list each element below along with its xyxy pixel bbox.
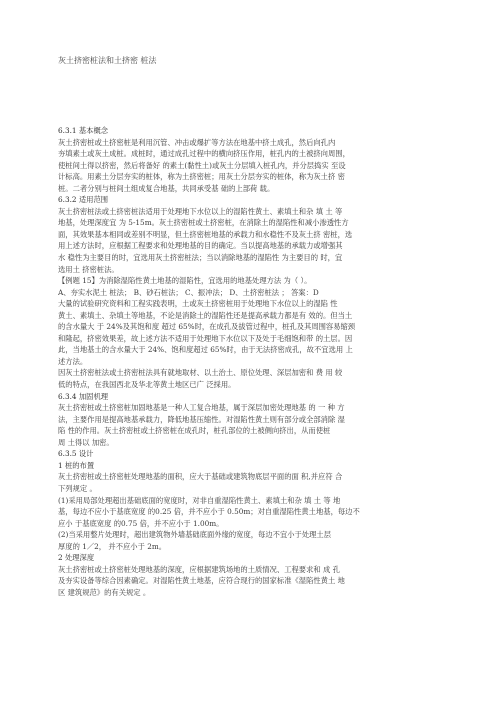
body-text-line: 下列规定 。	[58, 483, 97, 493]
body-text-line: 灰土挤密桩或土挤密桩加固地基是一种人工复合地基，属于深层加密处理地基 的 一 种 方	[58, 403, 345, 413]
body-text-line: 此，当地基土的含水量大于 24%、饱和度超过 65%时，由于无法挤密成孔，故不宜选用 上	[58, 345, 353, 355]
body-text-line: 地基，处理深度宜 为 5-15m。灰土挤密桩或土挤密桩，在消除土的湿陷性和减小渗透性方	[58, 218, 349, 228]
body-text-line: (1)采用局部处理超出基础底面的宽度时，对非自重湿陷性黄土、素填土和杂 填 土 等 地	[58, 495, 341, 505]
body-text-line: 低的特点，在我国西北及华北等黄土地区已广 泛採用。	[58, 380, 236, 390]
body-text-line: 陷 性的作用。灰土挤密桩或土挤密桩在成孔时，桩孔部位的土被侧向挤出，从而使桩	[58, 426, 331, 436]
section-heading-line: 1 桩的布置	[58, 460, 95, 470]
body-text-line: 应小 于基底宽度 的0.75 倍，并不应小于 1.00m。	[58, 518, 224, 528]
body-text-line: 法，主要作用是提高地基承载力，降低地基压缩性。对湿陷性黄土则有部分或全部消除 湿	[58, 414, 345, 424]
section-heading-line: 6.3.2 适用范围	[58, 195, 109, 205]
body-text-line: 灰土挤密桩或土挤密桩是利用沉管、冲击或爆扩等方法在地基中挤土成孔，然后向孔内	[58, 137, 336, 147]
body-text-line: 灰土挤密桩或土挤密桩处理地基的深度，应根据建筑场地的土质情况、工程要求和 成 孔	[58, 564, 340, 574]
body-text-line: 因灰土挤密桩法或土挤密桩法具有就地取材、以土治土、原位处理、深层加密和 费 用 较	[58, 368, 343, 378]
body-text-line: 区 建筑规范》的有关规定 。	[58, 587, 151, 597]
document-page	[58, 0, 450, 702]
body-text-line: 和隆起，挤密效果差，故上述方法不适用于处理地下水位以下及处于毛细饱和带 的土层。因	[58, 333, 353, 343]
body-text-line: 使桩间土得以挤密，然后将备好 的素土(黏性土)或灰土分层填入桩孔内，并分层捣实 至设	[58, 160, 346, 170]
body-text-line: A、夯实水泥土 桩法； B、砂石桩法； C、振冲法； D、土挤密桩法 ； 答案：D	[58, 287, 319, 297]
body-text-line: 灰土挤密桩法或土挤密桩法适用于处理地下水位以上的湿陷性黄土、素填土和杂 填 土 等	[58, 206, 343, 216]
section-heading-line: 6.3.4 加固机理	[58, 391, 109, 401]
body-text-line: 黄土、素填土、杂填土等地基，不论是消除土的湿陷性还是提高承载力都是有 效的。但当土	[58, 310, 353, 320]
section-heading-line: 6.3.5 设计	[58, 449, 94, 459]
body-text-line: 计标高。用素土分层夯实的桩体，称为土挤密桩；用灰土分层夯实的桩体，称为灰土挤 密	[58, 172, 345, 182]
body-text-line: 桩。二者分别与桩间土组成复合地基，共同承受基 础的上部荷 载。	[58, 183, 275, 193]
body-text-line: 的含水量大 于 24%及其饱和度 超过 65%时，在成孔及拔管过程中，桩孔及其周围容易缩颈	[58, 322, 356, 332]
body-text-line: 夯填素土或灰土成桩。成桩时，通过成孔过程中的横向挤压作用，桩孔内的土被挤向周围，	[58, 149, 350, 159]
body-text-line: 面，其效果基本相同或差别不明显，但土挤密桩地基的承载力和水稳性不及灰土挤 密桩，选	[58, 229, 353, 239]
section-heading-line: 2 处理深度	[58, 553, 95, 563]
body-text-line: 选用土 挤密桩法。	[58, 264, 119, 274]
document-title: 灰土挤密桩法和土挤密 桩法	[58, 56, 157, 65]
body-text-line: (2)当采用整片处理时，超出建筑物外墙基础底面外缘的宽度，每边不宜小于处理土层	[58, 530, 332, 540]
body-text-line: 灰土挤密桩或土挤密桩处理地基的面积，应大于基础或建筑物底层平面的面 积,并应符 合	[58, 472, 343, 482]
body-text-line: 基，每边不应小于基底宽度 的0.25 倍，并不应小于 0.50m；对自重湿陷性黄土地基，每边不	[58, 507, 360, 517]
body-text-line: 水 稳性为主要目的时，宜选用灰土挤密桩法；当以消除地基的湿陷性 为主要目的 时，宜	[58, 253, 343, 263]
body-text-line: 【例题 15】为消除湿陷性黄土地基的湿陷性，宜选用的地基处理方法 为（ ）。	[58, 276, 312, 286]
section-heading-line: 6.3.1 基本概念	[58, 126, 109, 135]
body-text-line: 大量的试验研究资料和工程实践表明，土或灰土挤密桩用于处理地下水位以上的湿陷 性	[58, 299, 338, 309]
body-text-line: 厚度的 1／2， 并不应小于 2m。	[58, 541, 167, 551]
body-text-line: 及夯实设备等综合因素确定。对湿陷性黄土地基，应符合现行的国家标准《湿陷性黄土 地	[58, 576, 345, 586]
body-text-line: 用上述方法时，应根据工程要求和处理地基的目的确定。当以提高地基的承载力或增强其	[58, 241, 343, 251]
body-text-line: 述方法。	[58, 356, 88, 366]
document-body	[58, 125, 450, 598]
body-text-line: 周 土得以 加密。	[58, 437, 114, 447]
